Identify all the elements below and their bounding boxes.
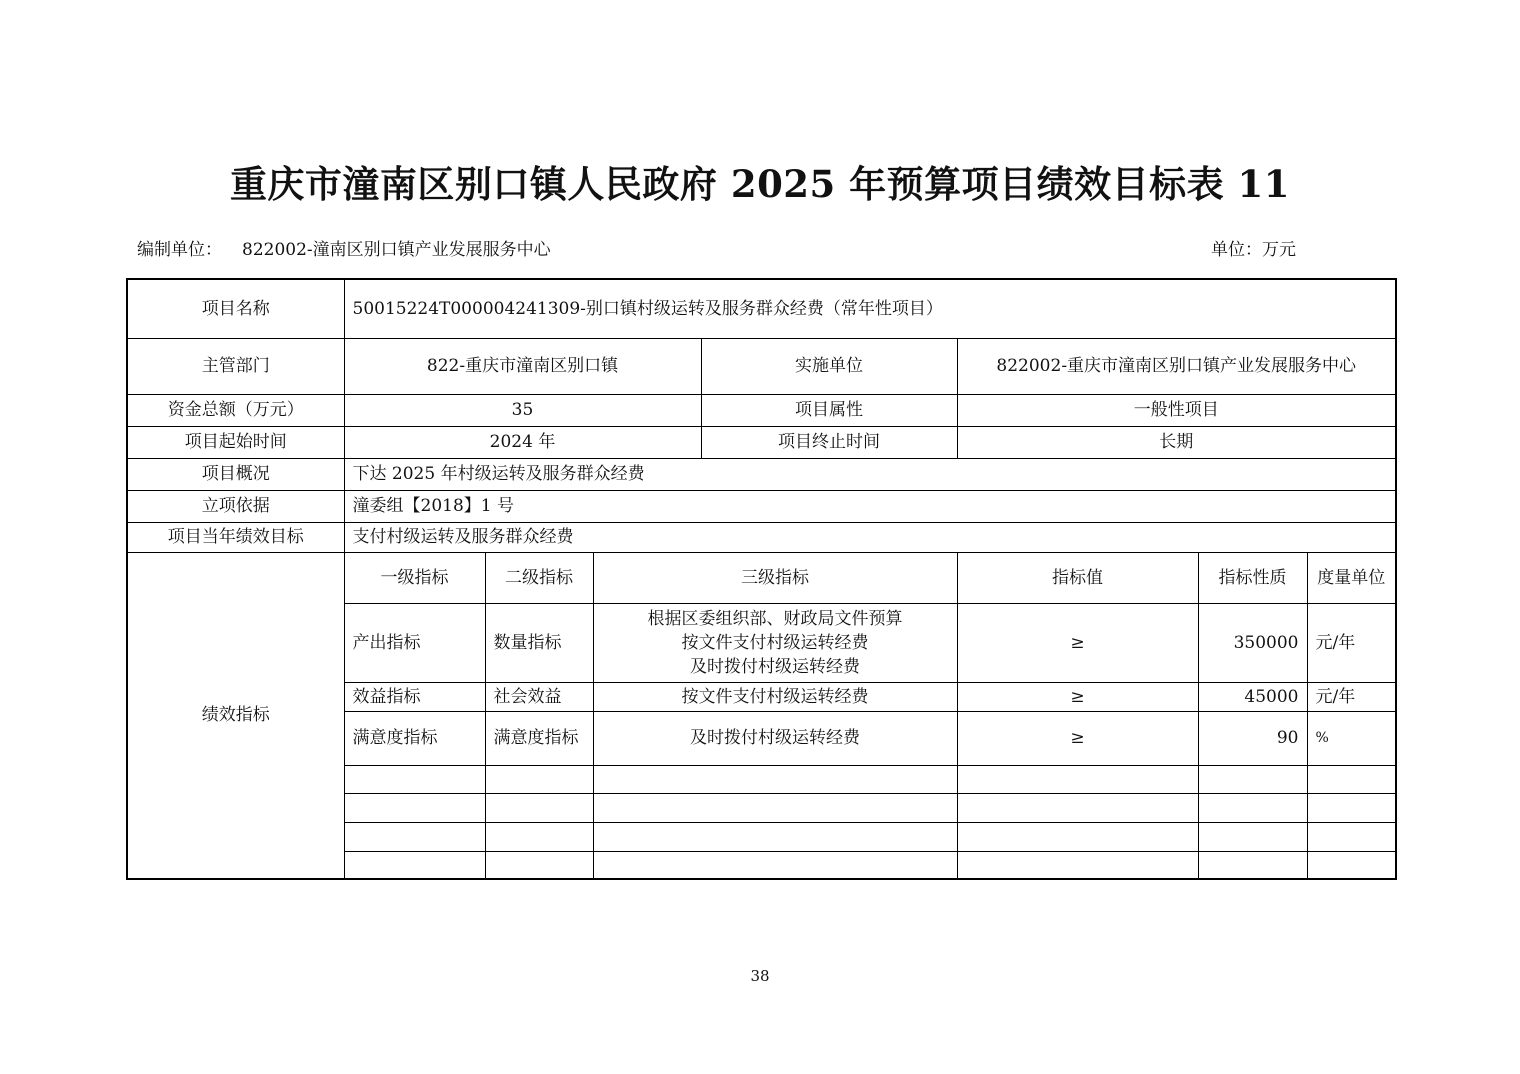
table-row: [127, 394, 1396, 426]
table-row: [127, 490, 1396, 522]
header-level1: 一级指标: [344, 552, 485, 603]
row3-level3: 及时拨付村级运转经费: [593, 711, 957, 765]
compiling-unit-value: 822002-潼南区别口镇产业发展服务中心: [242, 240, 551, 260]
page-number: 38: [750, 967, 770, 985]
dept-label: 主管部门: [127, 338, 344, 394]
row2-level2: 社会效益: [485, 682, 593, 711]
header-unit: 度量单位: [1307, 552, 1396, 603]
row2-unit: 元/年: [1307, 682, 1396, 711]
table-row: [127, 458, 1396, 490]
fund-value: 35: [344, 394, 701, 426]
project-name-label: 项目名称: [127, 279, 344, 338]
header-level3: 三级指标: [593, 552, 957, 603]
performance-target-table: [126, 278, 1397, 880]
fund-label: 资金总额（万元）: [127, 394, 344, 426]
overview-value: 下达 2025 年村级运转及服务群众经费: [344, 458, 1396, 490]
row1-level1: 产出指标: [344, 603, 485, 682]
page-title: 重庆市潼南区别口镇人民政府 2025 年预算项目绩效目标表 11: [229, 162, 1291, 206]
table-row: [127, 279, 1396, 338]
row1-unit: 元/年: [1307, 603, 1396, 682]
table-row: [127, 338, 1396, 394]
row3-level1: 满意度指标: [344, 711, 485, 765]
row2-op: ≥: [957, 682, 1198, 711]
header-value: 指标值: [957, 552, 1198, 603]
row3-unit: %: [1307, 711, 1396, 765]
end-label: 项目终止时间: [701, 426, 957, 458]
compiling-unit-label: 编制单位：: [137, 240, 222, 260]
impl-label: 实施单位: [701, 338, 957, 394]
attr-label: 项目属性: [701, 394, 957, 426]
row1-level3-line: 及时拨付村级运转经费: [690, 656, 860, 677]
row2-level3: 按文件支付村级运转经费: [593, 682, 957, 711]
row2-nature: 45000: [1198, 682, 1307, 711]
header-nature: 指标性质: [1198, 552, 1307, 603]
end-value: 长期: [957, 426, 1396, 458]
row3-nature: 90: [1198, 711, 1307, 765]
compiling-unit: [137, 235, 551, 260]
row1-level3-line: 按文件支付村级运转经费: [681, 632, 869, 653]
goal-value: 支付村级运转及服务群众经费: [344, 522, 1396, 552]
row1-level3-line: 根据区委组织部、财政局文件预算: [647, 608, 903, 629]
goal-label: 项目当年绩效目标: [127, 522, 344, 552]
header-level2: 二级指标: [485, 552, 593, 603]
basis-value: 潼委组【2018】1 号: [344, 490, 1396, 522]
row1-nature: 350000: [1198, 603, 1307, 682]
overview-label: 项目概况: [127, 458, 344, 490]
table-row: [127, 552, 1396, 603]
table-row: [127, 522, 1396, 552]
project-name-value: 50015224T000004241309-别口镇村级运转及服务群众经费（常年性项目）: [344, 279, 1396, 338]
table-row: [127, 426, 1396, 458]
perf-label: 绩效指标: [127, 552, 344, 879]
row3-level2: 满意度指标: [485, 711, 593, 765]
row1-level3: [593, 603, 957, 682]
basis-label: 立项依据: [127, 490, 344, 522]
row1-op: ≥: [957, 603, 1198, 682]
attr-value: 一般性项目: [957, 394, 1396, 426]
currency-unit: 单位：万元: [1211, 240, 1296, 260]
row3-op: ≥: [957, 711, 1198, 765]
start-label: 项目起始时间: [127, 426, 344, 458]
row2-level1: 效益指标: [344, 682, 485, 711]
dept-value: 822-重庆市潼南区别口镇: [344, 338, 701, 394]
start-value: 2024 年: [344, 426, 701, 458]
row1-level2: 数量指标: [485, 603, 593, 682]
impl-value: 822002-重庆市潼南区别口镇产业发展服务中心: [957, 338, 1396, 394]
